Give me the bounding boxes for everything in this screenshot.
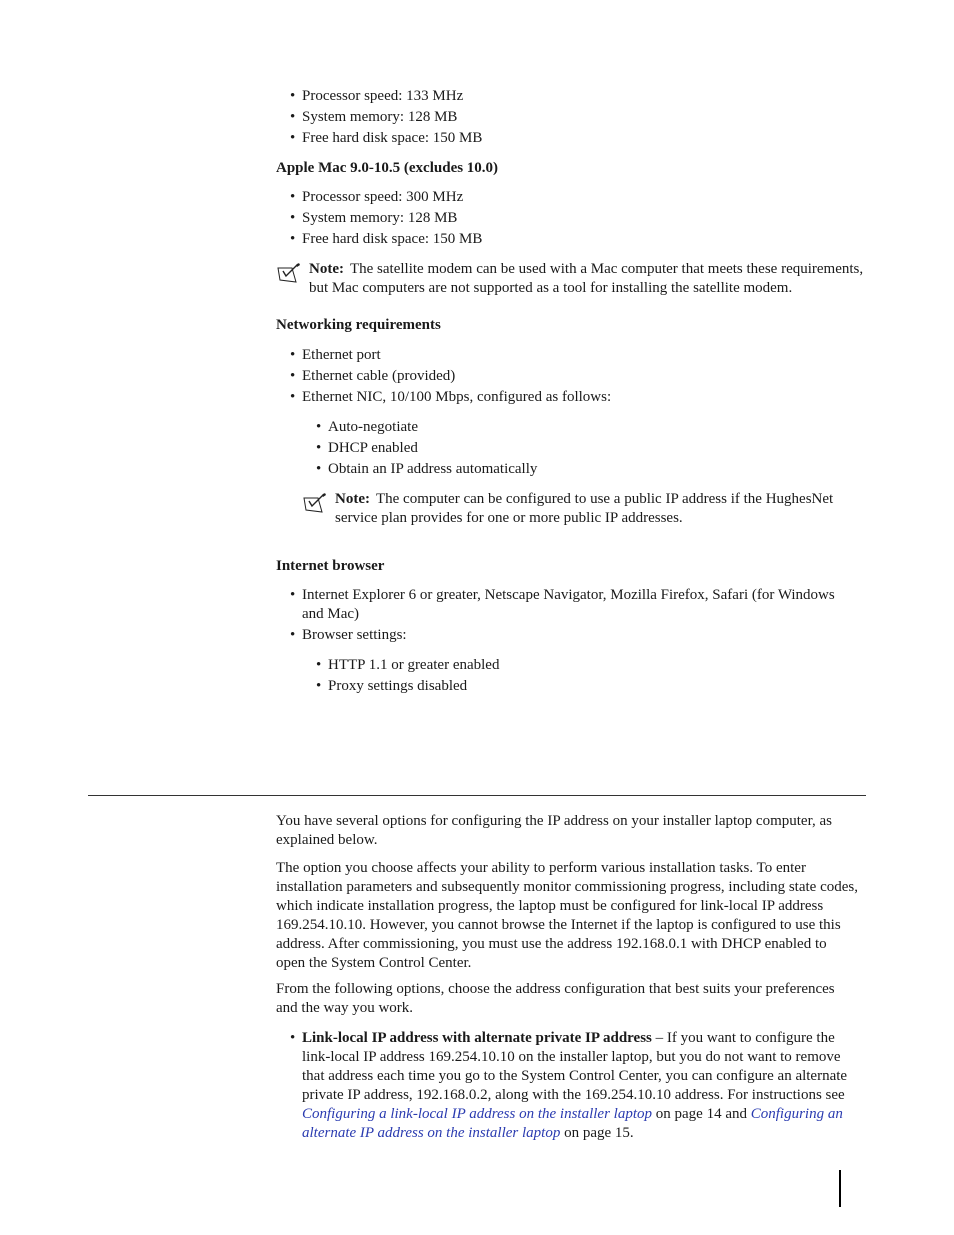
note-pencil-icon <box>302 492 328 514</box>
list-item: • HTTP 1.1 or greater enabled <box>302 656 866 675</box>
browser-settings-list <box>302 656 866 698</box>
paragraph-line: address. After commissioning, you must use the address 192.168.0.1 with DHCP enabled to <box>276 936 827 952</box>
paragraph-line: open the System Control Center. <box>276 955 472 971</box>
networking-note <box>302 490 872 530</box>
note-label: Note: <box>309 261 344 277</box>
networking-list <box>276 346 866 409</box>
option-text: on page 15. <box>560 1125 634 1141</box>
option-title: Link-local IP address with alternate private IP address <box>302 1030 652 1046</box>
paragraph-line: 169.254.10.10. However, you cannot browse the Internet if the laptop is configured to use this <box>276 917 841 933</box>
paragraph-line: installation parameters and subsequently monitor commissioning progress, including state codes, <box>276 879 858 895</box>
mac-requirements-list <box>276 188 866 251</box>
note-text-line: The computer can be configured to use a public IP address if the HughesNet <box>375 491 834 507</box>
top-requirements-list <box>276 87 866 150</box>
list-item: • Ethernet port <box>276 346 866 365</box>
list-item: • DHCP enabled <box>302 439 866 458</box>
page-margin-bar <box>839 1170 841 1207</box>
list-item <box>276 1029 876 1143</box>
option-line: link-local IP address 169.254.10.10 on the installer laptop, but you do not want to remove <box>302 1049 841 1065</box>
list-item-line: • Internet Explorer 6 or greater, Netscape Navigator, Mozilla Firefox, Safari (for Windows <box>302 587 835 603</box>
option-line: private IP address, 192.168.0.2, along with the 169.254.10.10 address. For instructions see <box>302 1087 845 1103</box>
paragraph-line: From the following options, choose the address configuration that best suits your preferences <box>276 981 835 997</box>
note-text-line: but Mac computers are not supported as a tool for installing the satellite modem. <box>309 280 793 296</box>
list-item: • Free hard disk space: 150 MB <box>276 129 866 148</box>
list-item: • Browser settings: <box>276 626 876 645</box>
ip-options-list <box>276 1029 876 1145</box>
list-item: • System memory: 128 MB <box>276 209 866 228</box>
option-text: – If you want to configure the <box>651 1030 835 1046</box>
list-item-line: and Mac) <box>302 606 360 622</box>
mac-heading: Apple Mac 9.0-10.5 (excludes 10.0) <box>276 160 499 176</box>
mac-note <box>276 260 876 300</box>
networking-heading: Networking requirements <box>276 317 441 333</box>
link-alternate-ip-config-continued[interactable]: alternate IP address on the installer laptop <box>302 1125 561 1141</box>
list-item: • Auto-negotiate <box>302 418 866 437</box>
list-item <box>276 586 876 624</box>
option-text: on page 14 and <box>652 1106 751 1122</box>
intro-paragraph <box>276 812 876 850</box>
browser-heading: Internet browser <box>276 558 385 574</box>
option-line: that address each time you go to the System Control Center, you can configure an alternate <box>302 1068 848 1084</box>
paragraph-line: You have several options for configuring the IP address on your installer laptop computer, as <box>276 813 832 829</box>
paragraph-line: and the way you work. <box>276 1000 414 1016</box>
link-link-local-config[interactable]: Configuring a link-local IP address on the installer laptop <box>302 1106 652 1122</box>
paragraph-line: explained below. <box>276 832 378 848</box>
list-item: • Processor speed: 133 MHz <box>276 87 866 106</box>
list-item: • Processor speed: 300 MHz <box>276 188 866 207</box>
choose-paragraph <box>276 980 876 1018</box>
options-paragraph <box>276 859 876 973</box>
note-text-line: The satellite modem can be used with a Mac computer that meets these requirements, <box>349 261 864 277</box>
note-label: Note: <box>335 491 370 507</box>
note-pencil-icon <box>276 262 302 284</box>
list-item: • Free hard disk space: 150 MB <box>276 230 866 249</box>
browser-list <box>276 586 876 647</box>
paragraph-line: which indicate installation progress, the laptop must be configured for link-local IP address <box>276 898 824 914</box>
paragraph-line: The option you choose affects your ability to perform various installation tasks. To enter <box>276 860 806 876</box>
list-item: • System memory: 128 MB <box>276 108 866 127</box>
list-item: • Obtain an IP address automatically <box>302 460 866 479</box>
section-divider <box>88 795 866 796</box>
list-item: • Proxy settings disabled <box>302 677 866 696</box>
list-item: • Ethernet cable (provided) <box>276 367 866 386</box>
link-alternate-ip-config[interactable]: Configuring an <box>750 1106 843 1122</box>
note-text-line: service plan provides for one or more public IP addresses. <box>335 510 683 526</box>
list-item: • Ethernet NIC, 10/100 Mbps, configured as follows: <box>276 388 866 407</box>
nic-config-list <box>302 418 866 481</box>
